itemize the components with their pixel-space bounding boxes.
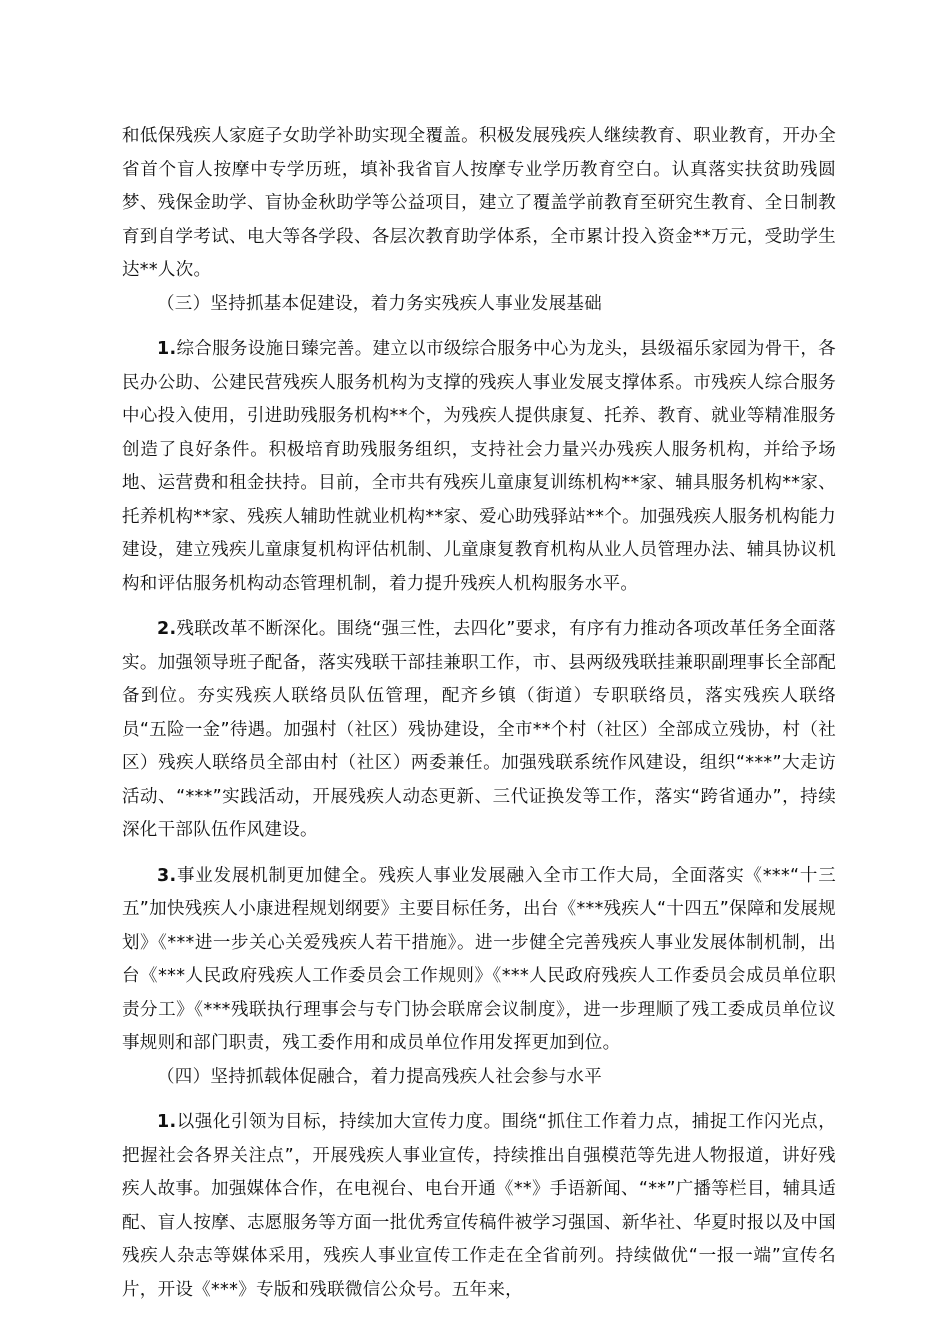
item-number: 3. <box>157 865 177 886</box>
section-heading-4 <box>122 1061 836 1095</box>
paragraph-text: 综合服务设施日臻完善。建立以市级综合服务中心为龙头，县级福乐家园为骨干，各民办公助、公建民营残疾人服务机构为支撑的残疾人事业发展支撑体系。市残疾人综合服务中心投入使用，引进助残服务机构**个，为残疾人提供康复、托养、教育、就业等精准服务创造了良好条件。积极培育助残服务组织，支持社会力量兴办残疾人服务机构，并给予场地、运营费和租金扶持。目前，全市共有残疾儿童康复训练机构**家、辅具服务机构**家、托养机构**家、残疾人辅助性就业机构**家、爱心助残驿站**个。加强残疾人服务机构能力建设，建立残疾儿童康复机构评估机制、儿童康复教育机构从业人员管理办法、辅具协议机构和评估服务机构动态管理机制，着力提升残疾人机构服务水平。 <box>122 339 836 594</box>
paragraph-text: 事业发展机制更加健全。残疾人事业发展融入全市工作大局，全面落实《***“十三五”加快残疾人小康进程规划纲要》主要目标任务，出台《***残疾人“十四五”保障和发展规划》《***进一步关心关爱残疾人若干措施》。进一步健全完善残疾人事业发展体制机制，出台《***人民政府残疾人工作委员会工作规则》《***人民政府残疾人工作委员会成员单位职责分工》《***残联执行理事会与专门协会联席会议制度》，进一步理顺了残工委成员单位议事规则和部门职责，残工委作用和成员单位作用发挥更加到位。 <box>122 865 836 1053</box>
item-number: 2. <box>157 619 177 639</box>
heading-text: （四）坚持抓载体促融合，着力提高残疾人社会参与水平 <box>157 1066 602 1087</box>
paragraph-text: 和低保残疾人家庭子女助学补助实现全覆盖。积极发展残疾人继续教育、职业教育，开办全省首个盲人按摩中专学历班，填补我省盲人按摩专业学历教育空白。认真落实扶贫助残圆梦、残保金助学、盲协金秋助学等公益项目，建立了覆盖学前教育至研究生教育、全日制教育到自学考试、电大等各学段、各层次教育助学体系，全市累计投入资金**万元，受助学生达**人次。 <box>122 126 836 280</box>
heading-text: （三）坚持抓基本促建设，着力务实残疾人事业发展基础 <box>157 293 602 314</box>
paragraph-service-facilities <box>122 333 836 601</box>
paragraph-text: 以强化引领为目标，持续加大宣传力度。围绕“抓住工作着力点，捕捉工作闪光点，把握社会各界关注点”，开展残疾人事业宣传，持续推出自强模范等先进人物报道，讲好残疾人故事。加强媒体合作，在电视台、电台开通《**》手语新闻、“**”广播等栏目，辅具适配、盲人按摩、志愿服务等方面一批优秀宣传稿件被学习强国、新华社、华夏时报以及中国残疾人杂志等媒体采用，残疾人事业宣传工作走在全省前列。持续做优“一报一端”宣传名片，开设《***》专版和残联微信公众号。五年来， <box>122 1112 836 1300</box>
paragraph-mechanism <box>122 860 836 1061</box>
paragraph-education-aid <box>122 120 836 288</box>
item-number: 1. <box>157 1112 177 1132</box>
paragraph-reform <box>122 613 836 848</box>
item-number: 1. <box>157 339 177 359</box>
paragraph-text: 残联改革不断深化。围绕“强三性，去四化”要求，有序有力推动各项改革任务全面落实。加强领导班子配备，落实残联干部挂兼职工作，市、县两级残联挂兼职副理事长全部配备到位。夯实残疾人联络员队伍管理，配齐乡镇（街道）专职联络员，落实残疾人联络员“五险一金”待遇。加强村（社区）残协建设，全市**个村（社区）全部成立残协，村（社区）残疾人联络员全部由村（社区）两委兼任。加强残联系统作风建设，组织“***”大走访活动、“***”实践活动，开展残疾人动态更新、三代证换发等工作，落实“跨省通办”，持续深化干部队伍作风建设。 <box>122 619 836 840</box>
paragraph-publicity <box>122 1106 836 1307</box>
section-heading-3 <box>122 288 836 322</box>
document-body <box>122 120 836 1307</box>
